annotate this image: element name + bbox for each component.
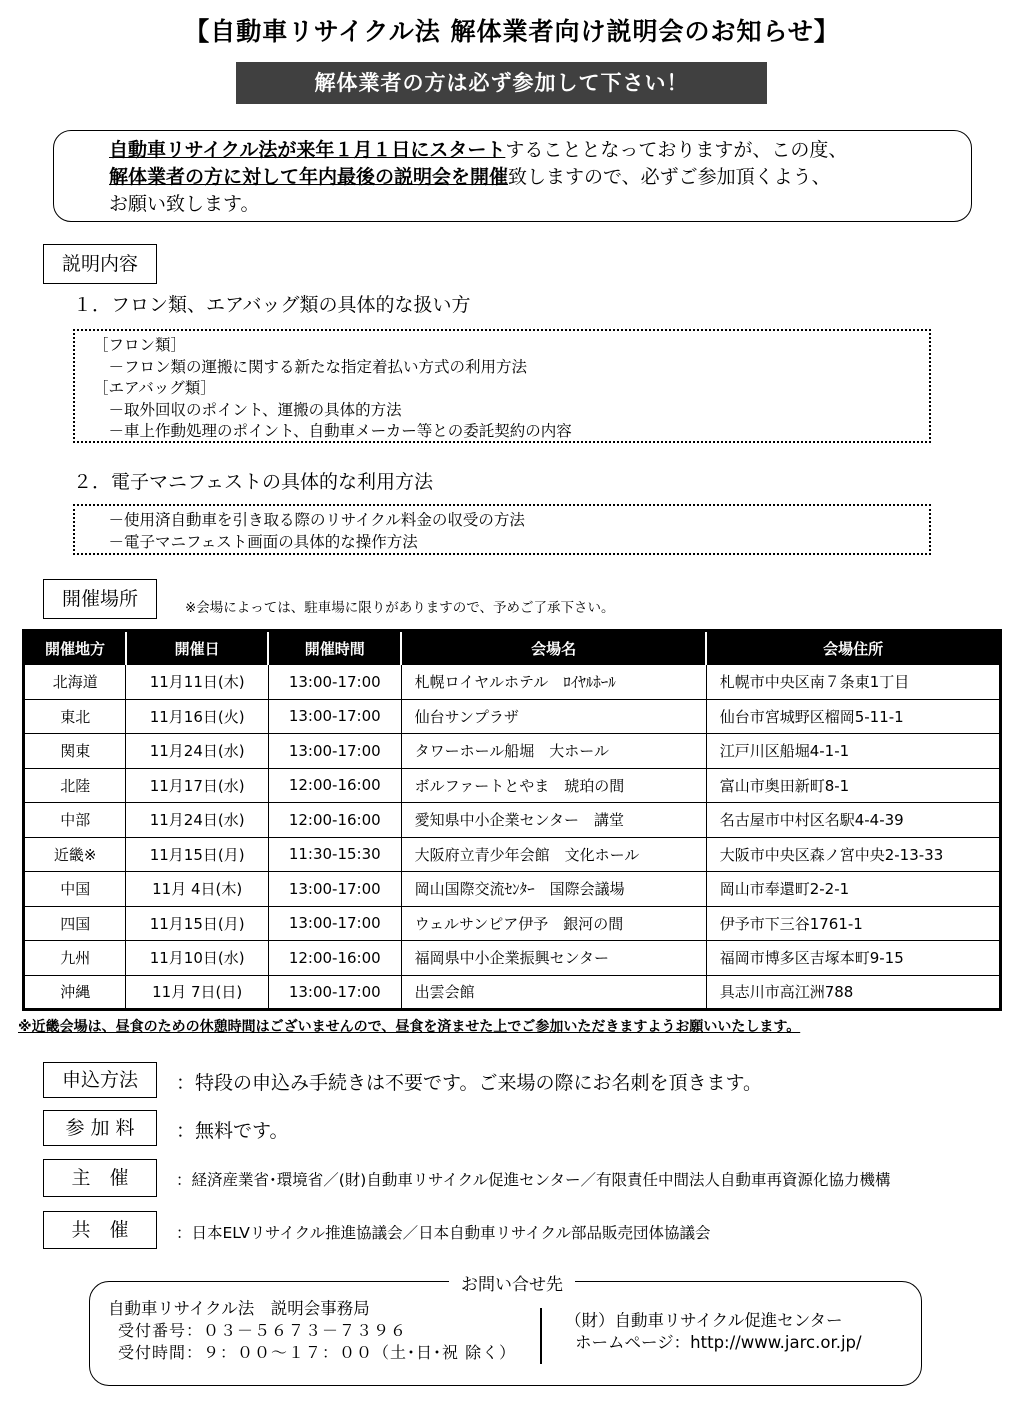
table-row	[24, 872, 1001, 907]
contact-office	[108, 1298, 516, 1364]
cell-venue: 岡山国際交流ｾﾝﾀｰ 国際会議場	[401, 872, 706, 907]
col-date: 開催日	[126, 631, 269, 665]
cell-address: 仙台市宮城野区榴岡5-11-1	[706, 699, 1000, 734]
cell-time: 12:00-16:00	[268, 941, 401, 976]
content-section-label: 説明内容	[43, 244, 157, 284]
cell-venue: 仙台サンプラザ	[401, 699, 706, 734]
cell-address: 富山市奥田新町8-1	[706, 768, 1000, 803]
cell-region: 近畿※	[24, 837, 126, 872]
parking-note: ※会場によっては、駐車場に限りがありますので、予めご了承下さい。	[185, 600, 615, 616]
cell-time: 12:00-16:00	[268, 768, 401, 803]
detail-line: ［エアバッグ類］	[93, 379, 216, 397]
table-row	[24, 768, 1001, 803]
table-row	[24, 803, 1001, 838]
cell-region: 東北	[24, 699, 126, 734]
cell-address: 札幌市中央区南７条東1丁目	[706, 665, 1000, 700]
intro-box	[53, 130, 972, 222]
col-region: 開催地方	[24, 631, 126, 665]
cell-address: 福岡市博多区吉塚本町9-15	[706, 941, 1000, 976]
cell-region: 沖縄	[24, 975, 126, 1010]
cell-date: 11月24日(水)	[126, 734, 269, 769]
contact-office-name: 自動車リサイクル法 説明会事務局	[108, 1299, 370, 1318]
cell-time: 13:00-17:00	[268, 665, 401, 700]
cell-date: 11月24日(水)	[126, 803, 269, 838]
contact-hours: 受付時間：９：００～１７：００（土･日･祝 除く）	[118, 1343, 517, 1362]
organizer-text: ：経済産業省･環境省／(財)自動車リサイクル促進センター／有限責任中間法人自動車再資源化協力機構	[176, 1171, 891, 1189]
detail-line: －使用済自動車を引き取る際のリサイクル料金の収受の方法	[93, 511, 525, 529]
page-title: 【自動車リサイクル法 解体業者向け説明会のお知らせ】	[184, 17, 840, 46]
content-item-2-details	[73, 504, 931, 555]
cell-address: 大阪市中央区森ノ宮中央2-13-33	[706, 837, 1000, 872]
intro-highlight-1: 自動車リサイクル法が来年１月１日にスタート	[109, 139, 506, 161]
detail-line: －車上作動処理のポイント、自動車メーカー等との委託契約の内容	[93, 422, 572, 440]
contact-homepage: ホームページ：http://www.jarc.or.jp/	[575, 1333, 862, 1352]
contact-phone: 受付番号：０３－５６７３－７３９６	[118, 1321, 408, 1340]
cell-address: 名古屋市中村区名駅4-4-39	[706, 803, 1000, 838]
col-time: 開催時間	[268, 631, 401, 665]
table-row	[24, 665, 1001, 700]
contact-divider	[540, 1308, 542, 1364]
intro-line-1	[109, 137, 971, 164]
intro-text-2: 致しますので、必ずご参加頂くよう、	[508, 166, 831, 188]
cell-region: 北陸	[24, 768, 126, 803]
cell-time: 11:30-15:30	[268, 837, 401, 872]
cell-date: 11月11日(木)	[126, 665, 269, 700]
content-item-1-details	[73, 329, 931, 443]
application-label: 申込方法	[43, 1062, 157, 1098]
contact-heading: お問い合せ先	[449, 1275, 575, 1295]
venue-section-label: 開催場所	[43, 579, 157, 619]
table-row	[24, 941, 1001, 976]
cell-time: 12:00-16:00	[268, 803, 401, 838]
cell-date: 11月 7日(日)	[126, 975, 269, 1010]
cell-venue: ウェルサンピア伊予 銀河の間	[401, 906, 706, 941]
contact-org	[565, 1310, 862, 1354]
cell-region: 中国	[24, 872, 126, 907]
content-item-1-title: １．フロン類、エアバッグ類の具体的な扱い方	[73, 294, 471, 316]
cell-date: 11月 4日(木)	[126, 872, 269, 907]
cell-region: 九州	[24, 941, 126, 976]
venue-table-header	[24, 631, 1001, 665]
col-venue: 会場名	[401, 631, 706, 665]
cell-time: 13:00-17:00	[268, 699, 401, 734]
cell-address: 伊予市下三谷1761-1	[706, 906, 1000, 941]
intro-highlight-2: 解体業者の方に対して年内最後の説明会を開催	[109, 166, 509, 188]
cell-region: 北海道	[24, 665, 126, 700]
cell-date: 11月17日(水)	[126, 768, 269, 803]
intro-line-3: お願い致します。	[109, 193, 260, 215]
organizer-label: 主 催	[43, 1159, 157, 1197]
contact-box	[89, 1281, 922, 1386]
application-text: ：特段の申込み手続きは不要です。ご来場の際にお名刺を頂きます。	[176, 1072, 762, 1094]
detail-line: －電子マニフェスト画面の具体的な操作方法	[93, 532, 418, 551]
cell-venue: 大阪府立青少年会館 文化ホール	[401, 837, 706, 872]
col-address: 会場住所	[706, 631, 1000, 665]
cell-date: 11月16日(火)	[126, 699, 269, 734]
cell-address: 具志川市高江洲788	[706, 975, 1000, 1010]
cell-date: 11月10日(水)	[126, 941, 269, 976]
cell-time: 13:00-17:00	[268, 906, 401, 941]
cell-venue: 出雲会館	[401, 975, 706, 1010]
cell-venue: 福岡県中小企業振興センター	[401, 941, 706, 976]
kinki-note: ※近畿会場は、昼食のための休憩時間はございませんので、昼食を済ませた上でご参加いただきますようお願いいたします。	[18, 1019, 801, 1035]
detail-line: ［フロン類］	[93, 336, 187, 354]
cell-time: 13:00-17:00	[268, 975, 401, 1010]
cell-address: 江戸川区船堀4-1-1	[706, 734, 1000, 769]
cell-venue: タワーホール船堀 大ホール	[401, 734, 706, 769]
cell-region: 四国	[24, 906, 126, 941]
cosponsor-text: ：日本ELVリサイクル推進協議会／日本自動車リサイクル部品販売団体協議会	[176, 1224, 711, 1242]
table-row	[24, 975, 1001, 1010]
contact-heading-wrap	[0, 1270, 1024, 1295]
cell-region: 中部	[24, 803, 126, 838]
detail-line: －フロン類の運搬に関する新たな指定着払い方式の利用方法	[93, 357, 528, 376]
venue-table	[22, 629, 1002, 1011]
cosponsor-label: 共 催	[43, 1211, 157, 1249]
contact-org-name: （財）自動車リサイクル促進センター	[565, 1311, 843, 1330]
table-row	[24, 734, 1001, 769]
table-row	[24, 837, 1001, 872]
cell-venue: 札幌ロイヤルホテル ﾛｲﾔﾙﾎｰﾙ	[401, 665, 706, 700]
cell-date: 11月15日(月)	[126, 906, 269, 941]
intro-text-1: することとなっておりますが、この度、	[505, 139, 848, 161]
cell-date: 11月15日(月)	[126, 837, 269, 872]
detail-line: －取外回収のポイント、運搬の具体的方法	[93, 400, 402, 419]
attendance-banner: 解体業者の方は必ず参加して下さい！	[236, 62, 767, 104]
cell-time: 13:00-17:00	[268, 734, 401, 769]
table-row	[24, 699, 1001, 734]
content-item-2-title: ２．電子マニフェストの具体的な利用方法	[73, 471, 434, 493]
cell-venue: ボルファートとやま 琥珀の間	[401, 768, 706, 803]
fee-label: 参 加 料	[43, 1110, 157, 1146]
intro-line-2	[109, 164, 971, 191]
fee-text: ：無料です。	[176, 1120, 289, 1142]
cell-address: 岡山市奉還町2-2-1	[706, 872, 1000, 907]
cell-region: 関東	[24, 734, 126, 769]
cell-time: 13:00-17:00	[268, 872, 401, 907]
table-row	[24, 906, 1001, 941]
cell-venue: 愛知県中小企業センター 講堂	[401, 803, 706, 838]
